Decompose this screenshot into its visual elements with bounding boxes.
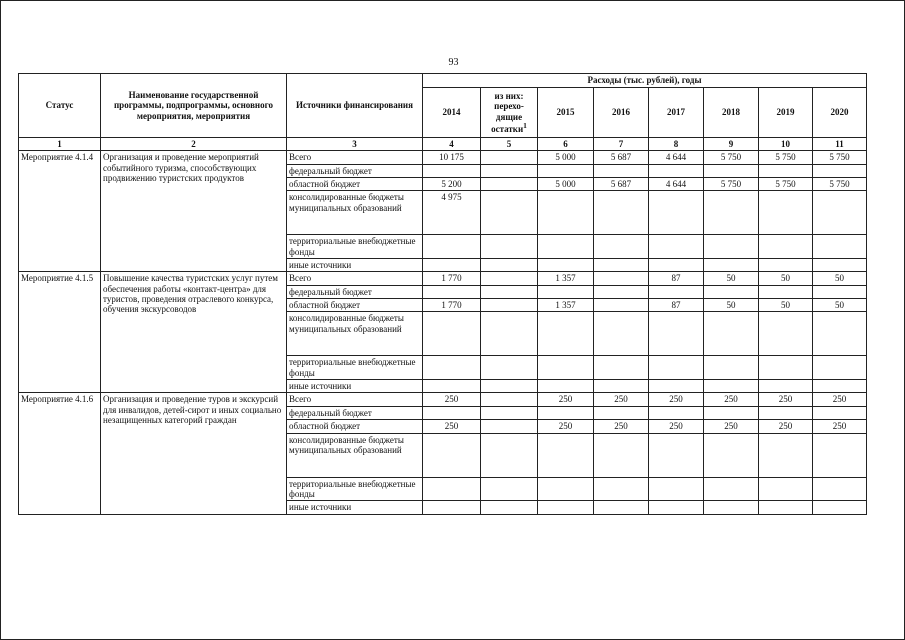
amount-cell <box>538 285 594 298</box>
amount-cell <box>704 477 759 501</box>
funding-source: территориальные внебюджетные фонды <box>287 235 423 259</box>
measure-status: Мероприятие 4.1.6 <box>19 393 101 514</box>
header-year-2018: 2018 <box>704 88 759 138</box>
amount-cell <box>649 380 704 393</box>
amount-cell <box>423 235 481 259</box>
header-name: Наименование государственной программы, подпрограммы, основного мероприятия, мероприятия <box>101 74 287 138</box>
amount-cell <box>538 235 594 259</box>
amount-cell <box>594 272 649 285</box>
funding-source: областной бюджет <box>287 299 423 312</box>
column-number: 3 <box>287 138 423 151</box>
amount-cell: 250 <box>704 420 759 433</box>
amount-cell <box>649 501 704 514</box>
amount-cell <box>481 356 538 380</box>
table-body <box>19 151 867 514</box>
amount-cell: 87 <box>649 299 704 312</box>
amount-cell: 5 687 <box>594 151 649 164</box>
amount-cell <box>704 285 759 298</box>
amount-cell <box>594 191 649 235</box>
amount-cell <box>759 356 813 380</box>
amount-cell: 4 644 <box>649 151 704 164</box>
amount-cell <box>594 235 649 259</box>
funding-source: федеральный бюджет <box>287 285 423 298</box>
amount-cell <box>813 235 867 259</box>
amount-cell <box>759 285 813 298</box>
amount-cell: 50 <box>813 299 867 312</box>
funding-source: иные источники <box>287 259 423 272</box>
amount-cell <box>594 501 649 514</box>
column-number: 10 <box>759 138 813 151</box>
column-number: 9 <box>704 138 759 151</box>
amount-cell: 5 687 <box>594 178 649 191</box>
amount-cell <box>481 235 538 259</box>
amount-cell: 50 <box>759 272 813 285</box>
amount-cell <box>813 191 867 235</box>
column-number: 11 <box>813 138 867 151</box>
funding-source: консолидированные бюджеты муниципальных образований <box>287 312 423 356</box>
amount-cell: 1 357 <box>538 272 594 285</box>
header-expenses: Расходы (тыс. рублей), годы <box>423 74 867 88</box>
column-number: 7 <box>594 138 649 151</box>
amount-cell <box>649 285 704 298</box>
amount-cell <box>481 433 538 477</box>
funding-source: территориальные внебюджетные фонды <box>287 356 423 380</box>
amount-cell <box>759 312 813 356</box>
column-number: 5 <box>481 138 538 151</box>
amount-cell <box>704 433 759 477</box>
footnote-mark: 1 <box>523 120 527 130</box>
amount-cell <box>813 356 867 380</box>
amount-cell: 1 770 <box>423 272 481 285</box>
funding-source: иные источники <box>287 501 423 514</box>
table-row <box>19 151 867 164</box>
amount-cell: 250 <box>759 393 813 406</box>
amount-cell: 250 <box>759 420 813 433</box>
amount-cell <box>538 501 594 514</box>
amount-cell <box>423 164 481 177</box>
amount-cell <box>538 356 594 380</box>
amount-cell <box>538 191 594 235</box>
amount-cell: 5 750 <box>704 178 759 191</box>
amount-cell <box>649 433 704 477</box>
column-numbers-row <box>19 138 867 151</box>
column-number: 4 <box>423 138 481 151</box>
amount-cell <box>538 433 594 477</box>
amount-cell <box>813 164 867 177</box>
amount-cell: 5 750 <box>759 178 813 191</box>
amount-cell <box>594 285 649 298</box>
amount-cell <box>649 406 704 419</box>
amount-cell <box>423 406 481 419</box>
amount-cell <box>704 406 759 419</box>
amount-cell <box>704 259 759 272</box>
amount-cell <box>594 356 649 380</box>
amount-cell: 5 750 <box>704 151 759 164</box>
funding-source: федеральный бюджет <box>287 406 423 419</box>
amount-cell <box>538 380 594 393</box>
funding-source: иные источники <box>287 380 423 393</box>
amount-cell <box>481 477 538 501</box>
amount-cell <box>481 151 538 164</box>
amount-cell <box>759 259 813 272</box>
amount-cell <box>704 356 759 380</box>
amount-cell: 250 <box>594 420 649 433</box>
amount-cell: 250 <box>538 420 594 433</box>
measure-name: Организация и проведение мероприятий событийного туризма, способствующих продвижению туристских продуктов <box>101 151 287 272</box>
amount-cell: 50 <box>704 299 759 312</box>
amount-cell <box>813 259 867 272</box>
amount-cell: 250 <box>423 393 481 406</box>
header-year-2015: 2015 <box>538 88 594 138</box>
amount-cell: 5 750 <box>813 151 867 164</box>
funding-source: федеральный бюджет <box>287 164 423 177</box>
measure-status: Мероприятие 4.1.4 <box>19 151 101 272</box>
amount-cell: 250 <box>649 393 704 406</box>
amount-cell: 5 750 <box>759 151 813 164</box>
amount-cell: 250 <box>649 420 704 433</box>
amount-cell <box>649 312 704 356</box>
amount-cell <box>481 191 538 235</box>
funding-source: консолидированные бюджеты муниципальных образований <box>287 191 423 235</box>
funding-source: Всего <box>287 151 423 164</box>
amount-cell: 250 <box>423 420 481 433</box>
amount-cell <box>481 380 538 393</box>
amount-cell <box>813 477 867 501</box>
amount-cell: 50 <box>704 272 759 285</box>
measure-name: Организация и проведение туров и экскурсий для инвалидов, детей-сирот и иных социально незащищенных категорий граждан <box>101 393 287 514</box>
measure-status: Мероприятие 4.1.5 <box>19 272 101 393</box>
table-row <box>19 393 867 406</box>
page-number: 93 <box>448 57 459 68</box>
amount-cell <box>423 501 481 514</box>
amount-cell: 5 200 <box>423 178 481 191</box>
amount-cell <box>538 259 594 272</box>
amount-cell: 4 975 <box>423 191 481 235</box>
amount-cell <box>704 164 759 177</box>
amount-cell <box>538 164 594 177</box>
amount-cell <box>813 433 867 477</box>
amount-cell: 5 000 <box>538 178 594 191</box>
amount-cell <box>759 406 813 419</box>
amount-cell <box>649 356 704 380</box>
table-row <box>19 272 867 285</box>
amount-cell <box>813 380 867 393</box>
amount-cell <box>423 477 481 501</box>
amount-cell <box>423 259 481 272</box>
column-number: 2 <box>101 138 287 151</box>
amount-cell <box>813 501 867 514</box>
header-year-2016: 2016 <box>594 88 649 138</box>
amount-cell <box>759 433 813 477</box>
header-year-2017: 2017 <box>649 88 704 138</box>
amount-cell <box>481 178 538 191</box>
amount-cell: 5 750 <box>813 178 867 191</box>
funding-source: консолидированные бюджеты муниципальных образований <box>287 433 423 477</box>
amount-cell <box>481 501 538 514</box>
header-year-2019: 2019 <box>759 88 813 138</box>
amount-cell <box>594 406 649 419</box>
column-number: 6 <box>538 138 594 151</box>
amount-cell <box>704 235 759 259</box>
amount-cell: 250 <box>813 393 867 406</box>
amount-cell <box>704 380 759 393</box>
header-year-2014: 2014 <box>423 88 481 138</box>
amount-cell <box>423 285 481 298</box>
amount-cell <box>481 406 538 419</box>
funding-source: Всего <box>287 272 423 285</box>
amount-cell <box>423 433 481 477</box>
amount-cell: 1 357 <box>538 299 594 312</box>
amount-cell <box>704 191 759 235</box>
amount-cell <box>481 299 538 312</box>
amount-cell <box>759 380 813 393</box>
funding-source: Всего <box>287 393 423 406</box>
amount-cell <box>649 235 704 259</box>
amount-cell <box>481 259 538 272</box>
amount-cell <box>594 259 649 272</box>
amount-cell <box>538 312 594 356</box>
amount-cell <box>813 312 867 356</box>
funding-source: территориальные внебюджетные фонды <box>287 477 423 501</box>
header-year-2020: 2020 <box>813 88 867 138</box>
amount-cell: 87 <box>649 272 704 285</box>
header-carryover: из них: перехо-дящие остатки$^1$ <box>481 88 538 138</box>
amount-cell <box>649 259 704 272</box>
amount-cell <box>649 191 704 235</box>
amount-cell <box>594 477 649 501</box>
amount-cell <box>538 477 594 501</box>
column-number: 1 <box>19 138 101 151</box>
amount-cell <box>759 191 813 235</box>
amount-cell <box>423 312 481 356</box>
amount-cell <box>813 285 867 298</box>
amount-cell <box>481 393 538 406</box>
amount-cell <box>594 433 649 477</box>
header-sources: Источники финансирования <box>287 74 423 138</box>
amount-cell <box>481 164 538 177</box>
amount-cell <box>759 477 813 501</box>
amount-cell <box>759 164 813 177</box>
budget-table <box>18 73 867 515</box>
amount-cell: 250 <box>594 393 649 406</box>
amount-cell <box>423 380 481 393</box>
amount-cell: 1 770 <box>423 299 481 312</box>
amount-cell: 4 644 <box>649 178 704 191</box>
funding-source: областной бюджет <box>287 420 423 433</box>
amount-cell: 5 000 <box>538 151 594 164</box>
amount-cell <box>759 235 813 259</box>
amount-cell: 10 175 <box>423 151 481 164</box>
amount-cell <box>481 272 538 285</box>
header-status: Статус <box>19 74 101 138</box>
amount-cell <box>538 406 594 419</box>
amount-cell <box>704 501 759 514</box>
amount-cell <box>704 312 759 356</box>
amount-cell: 50 <box>759 299 813 312</box>
amount-cell <box>649 477 704 501</box>
amount-cell: 250 <box>813 420 867 433</box>
amount-cell <box>594 380 649 393</box>
amount-cell <box>594 164 649 177</box>
measure-name: Повышение качества туристских услуг путем обеспечения работы «контакт-центра» для туристов, проведения отраслевого конкурса, обучения экскурсоводов <box>101 272 287 393</box>
amount-cell: 50 <box>813 272 867 285</box>
amount-cell <box>813 406 867 419</box>
funding-source: областной бюджет <box>287 178 423 191</box>
amount-cell <box>594 312 649 356</box>
amount-cell <box>649 164 704 177</box>
amount-cell <box>481 312 538 356</box>
amount-cell <box>594 299 649 312</box>
amount-cell: 250 <box>704 393 759 406</box>
amount-cell <box>423 356 481 380</box>
amount-cell <box>481 285 538 298</box>
column-number: 8 <box>649 138 704 151</box>
amount-cell <box>759 501 813 514</box>
amount-cell: 250 <box>538 393 594 406</box>
amount-cell <box>481 420 538 433</box>
